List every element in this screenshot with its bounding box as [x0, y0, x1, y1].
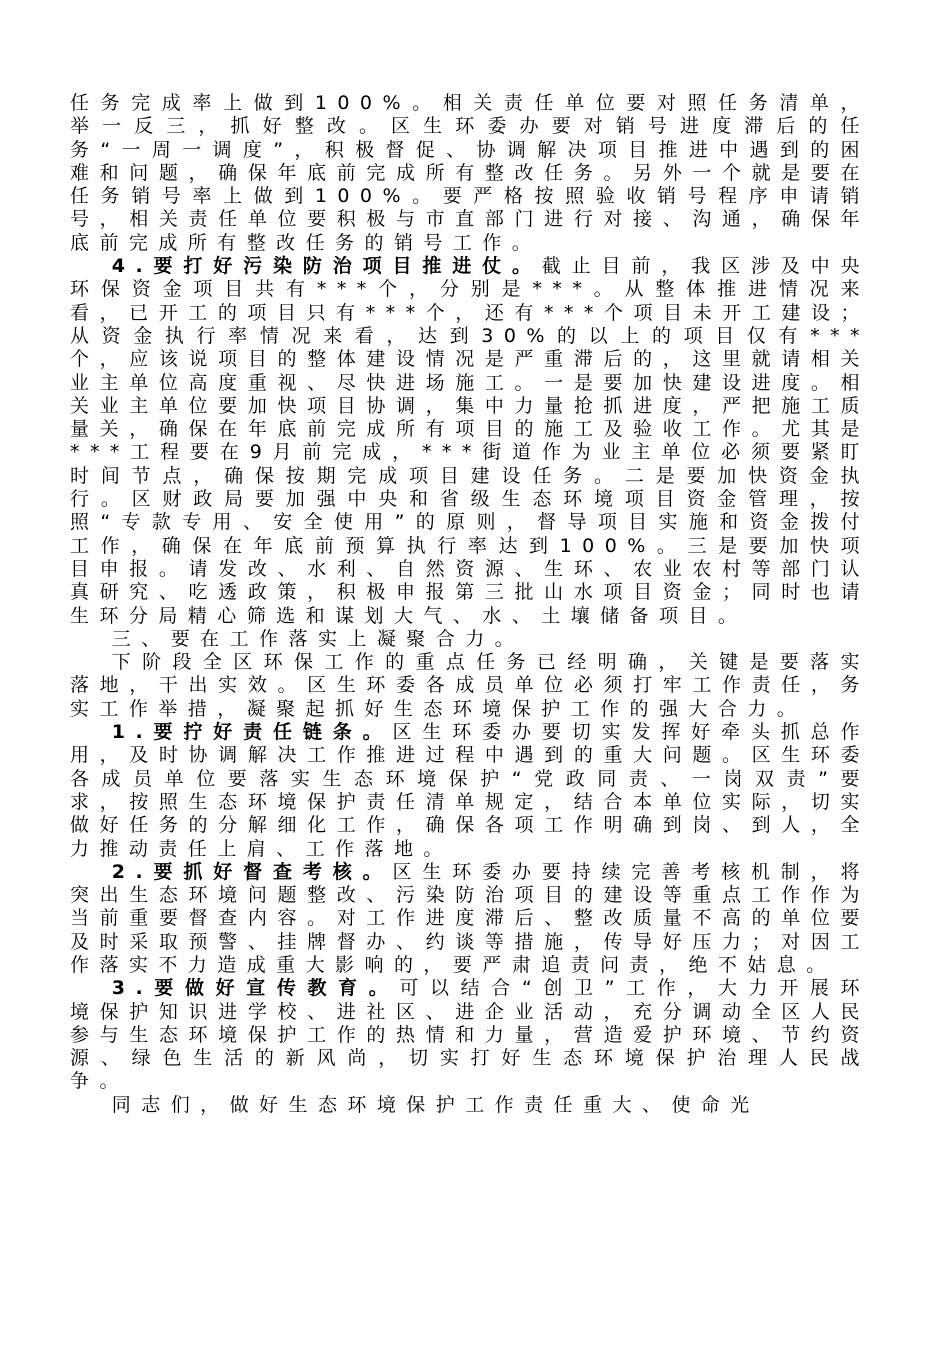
- paragraph-text: 可以结合“创卫”工作，大力开展环境保护知识进学校、进社区、进企业活动，充分调动全区人民参与生态环境保护工作的热情和力量，营造爱护环境、节约资源、绿色生活的新风尚，切实打好生态环境保护治理人民战争。: [70, 977, 870, 1093]
- section-heading-three: [70, 628, 870, 651]
- paragraph-text: 区生环委办要切实发挥好牵头抓总作用，及时协调解决工作推进过程中遇到的重大问题。区生环委各成员单位要落实生态环境保护“党政同责、一岗双责”要求，按照生态环境保护责任清单规定，结合本单位实际，切实做好任务的分解细化工作，确保各项工作明确到岗、到人，全力推动责任上肩、工作落地。: [70, 721, 870, 860]
- paragraph-text: 下阶段全区环保工作的重点任务已经明确，关键是要落实落地，干出实效。区生环委各成员单位必须打牢工作责任，务实工作举措，凝聚起抓好生态环境保护工作的强大合力。: [70, 651, 870, 720]
- paragraph-text: 同志们，做好生态环境保护工作责任重大、使命光: [111, 1093, 760, 1116]
- paragraph-supervision: [70, 861, 870, 977]
- paragraph-next-stage: [70, 651, 870, 721]
- paragraph-lead: 3.要做好宣传教育。: [111, 977, 400, 1000]
- paragraph-lead: 2.要抓好督查考核。: [111, 860, 393, 883]
- paragraph-responsibility-chain: [70, 721, 870, 861]
- document-page: [70, 92, 870, 1117]
- paragraph-closing: [70, 1094, 870, 1117]
- paragraph-publicity: [70, 977, 870, 1093]
- paragraph-lead: 1.要拧好责任链条。: [111, 721, 393, 744]
- section-heading-text: 三、要在工作落实上凝聚合力。: [111, 627, 525, 650]
- paragraph-text: 任务完成率上做到100%。相关责任单位要对照任务清单，举一反三，抓好整改。区生环委办要对销号进度滞后的任务“一周一调度”，积极督促、协调解决项目推进中遇到的困难和问题，确保年底前完成所有整改任务。另外一个就是要在任务销号率上做到100%。要严格按照验收销号程序申请销号，相关责任单位要积极与市直部门进行对接、沟通，确保年底前完成所有整改任务的销号工作。: [70, 92, 870, 254]
- paragraph-pollution-projects: [70, 255, 870, 628]
- paragraph-task-completion: [70, 92, 870, 255]
- paragraph-lead: 4.要打好污染防治项目推进仗。: [111, 255, 542, 278]
- paragraph-text: 截止目前，我区涉及中央环保资金项目共有***个，分别是***。从整体推进情况来看，已开工的项目只有***个，还有***个项目未开工建设；从资金执行率情况来看，达到30%的以上的项目仅有***个，应该说项目的整体建设情况是严重滞后的，这里就请相关业主单位高度重视、尽快进场施工。一是要加快建设进度。相关业主单位要加快项目协调，集中力量抢抓进度，严把施工质量关，确保在年底前完成所有项目的施工及验收工作。尤其是***工程要在9月前完成，***街道作为业主单位必须要紧盯时间节点，确保按期完成项目建设任务。二是要加快资金执行。区财政局要加强中央和省级生态环境项目资金管理，按照“专款专用、安全使用”的原则，督导项目实施和资金拨付工作，确保在年底前预算执行率达到100%。三是要加快项目申报。请发改、水利、自然资源、生环、农业农村等部门认真研究、吃透政策，积极申报第三批山水项目资金；同时也请生环分局精心筛选和谋划大气、水、土壤储备项目。: [70, 255, 870, 627]
- paragraph-text: 区生环委办要持续完善考核机制，将突出生态环境问题整改、污染防治项目的建设等重点工作作为当前重要督查内容。对工作进度滞后、整改质量不高的单位要及时采取预警、挂牌督办、约谈等措施，传导好压力；对因工作落实不力造成重大影响的，要严肃追责问责，绝不姑息。: [70, 860, 870, 976]
